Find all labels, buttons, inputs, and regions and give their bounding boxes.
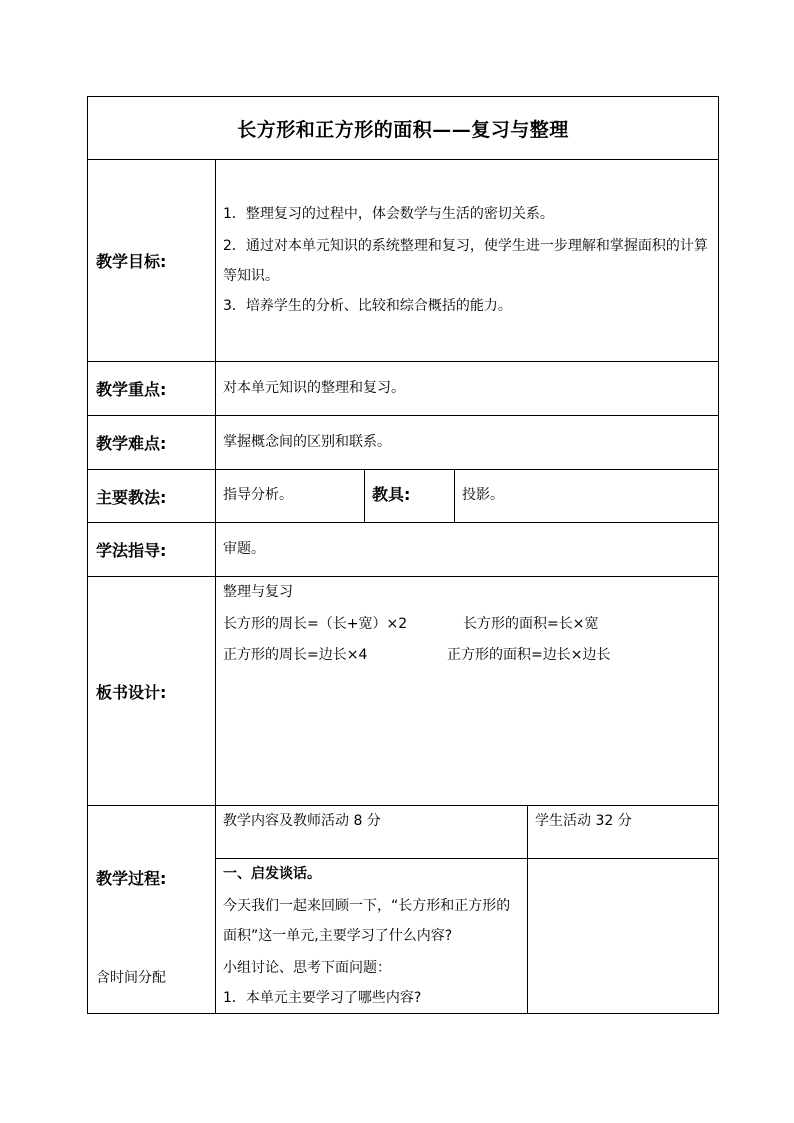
study-guide-value: 审题。 — [223, 541, 265, 557]
process-paragraph-1: 今天我们一起来回顾一下，“长方形和正方形的面积”这一单元,主要学习了什么内容? — [223, 898, 511, 944]
student-activity-header: 学生活动 32 分 — [535, 813, 632, 829]
board-square-perimeter: 正方形的周长=边长×4 — [223, 647, 368, 663]
section-title: 一、启发谈话。 — [223, 866, 321, 882]
study-guide-label: 学法指导: — [96, 541, 167, 560]
board-design-label: 板书设计: — [96, 682, 167, 702]
label-column-divider — [215, 159, 216, 1013]
board-square-area: 正方形的面积=边长×边长 — [447, 647, 611, 663]
objectives-label: 教学目标: — [96, 252, 167, 271]
process-paragraph-2: 小组讨论、思考下面问题： — [223, 960, 391, 976]
difficulties-value: 掌握概念间的区别和联系。 — [223, 434, 391, 450]
process-sub-label: 含时间分配 — [96, 970, 166, 986]
column-divider — [454, 469, 455, 522]
board-rect-area: 长方形的面积=长×宽 — [463, 616, 599, 632]
lesson-plan-table — [87, 96, 719, 1014]
process-label: 教学过程: — [96, 868, 167, 888]
objective-item-1: 1．整理复习的过程中，体会数学与生活的密切关系。 — [223, 206, 554, 222]
methods-value: 指导分析。 — [223, 487, 293, 503]
difficulties-label: 教学难点: — [96, 434, 167, 453]
board-rect-perimeter: 长方形的周长=（长+宽）×2 — [223, 616, 408, 632]
key-points-label: 教学重点: — [96, 380, 167, 399]
tools-label: 教具: — [372, 485, 411, 504]
objective-item-3: 3．培养学生的分析、比较和综合概括的能力。 — [223, 298, 512, 314]
teacher-activity-header: 教学内容及教师活动 8 分 — [223, 813, 381, 829]
board-heading: 整理与复习 — [223, 584, 293, 600]
document-title: 长方形和正方形的面积——复习与整理 — [237, 118, 569, 141]
column-divider — [364, 469, 365, 522]
column-divider — [527, 805, 528, 1013]
key-points-value: 对本单元知识的整理和复习。 — [223, 380, 405, 396]
process-paragraph-3: 1．本单元主要学习了哪些内容? — [223, 990, 422, 1006]
methods-label: 主要教法: — [96, 487, 167, 507]
tools-value: 投影。 — [462, 487, 504, 503]
objective-item-2: 2．通过对本单元知识的系统整理和复习，使学生进一步理解和掌握面积的计算等知识。 — [223, 238, 708, 284]
